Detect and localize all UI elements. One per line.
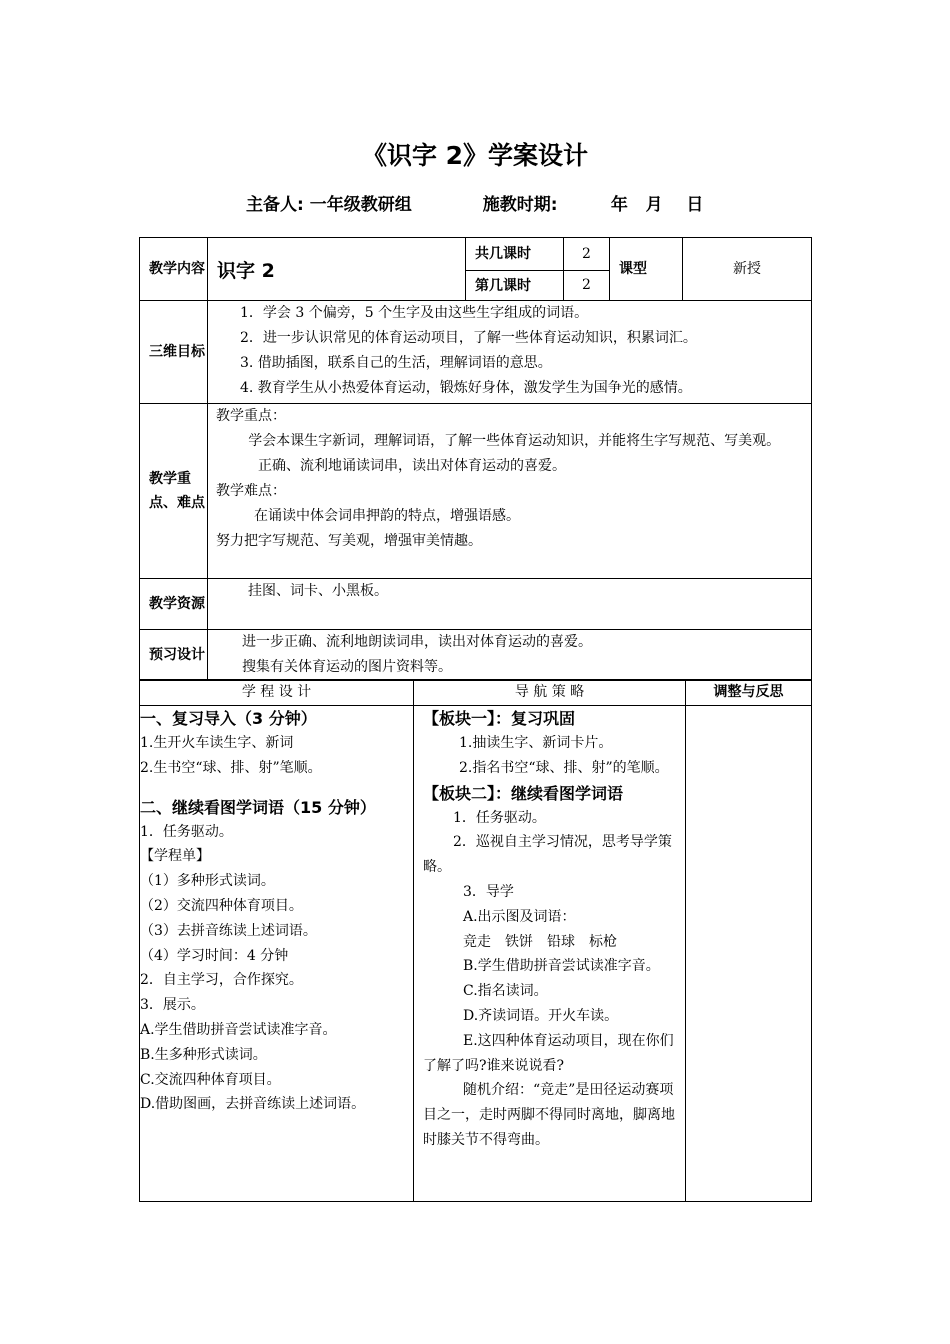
strategy-line: 2.指名书空“球、排、射”的笔顺。 bbox=[459, 759, 669, 776]
strategy-column bbox=[414, 706, 686, 1202]
lesson-plan-table bbox=[139, 237, 812, 681]
preparer-value: 一年级教研组 bbox=[309, 195, 412, 215]
focus-label: 教学重点、难点 bbox=[140, 404, 208, 579]
process-line: （3）去拼音练读上述词语。 bbox=[140, 922, 317, 939]
date-day: 日 bbox=[686, 195, 704, 215]
goal-item: 3. 借助插图，联系自己的生活，理解词语的意思。 bbox=[240, 355, 552, 371]
section-title: 一、复习导入（3 分钟） bbox=[140, 709, 317, 728]
column-header-reflection: 调整与反思 bbox=[686, 680, 812, 706]
strategy-line: C.指名读词。 bbox=[463, 983, 548, 1000]
column-header-process: 学 程 设 计 bbox=[140, 680, 414, 706]
type-label: 课型 bbox=[610, 238, 683, 301]
strategy-line: 3．导学 bbox=[463, 883, 514, 900]
process-line: （1）多种形式读词。 bbox=[140, 873, 275, 890]
key-point-text: 正确、流利地诵读词串，读出对体育运动的喜爱。 bbox=[258, 458, 566, 474]
process-line: C.交流四种体育项目。 bbox=[140, 1071, 281, 1088]
period-no-value: 2 bbox=[564, 271, 610, 301]
goal-item: 2．进一步认识常见的体育运动项目，了解一些体育运动知识，积累词汇。 bbox=[240, 330, 697, 346]
process-line: （2）交流四种体育项目。 bbox=[140, 897, 303, 914]
strategy-line: 2．巡视自主学习情况，思考导学策略。 bbox=[423, 834, 672, 876]
process-line: 【学程单】 bbox=[140, 848, 210, 865]
section-title: 二、继续看图学词语（15 分钟） bbox=[140, 797, 376, 817]
process-line: 2.生书空“球、排、射”笔顺。 bbox=[140, 759, 322, 776]
strategy-line: A.出示图及词语： bbox=[463, 908, 576, 925]
period-no-label: 第几课时 bbox=[466, 271, 564, 301]
difficult-point-text: 努力把字写规范、写美观，增强审美情趣。 bbox=[216, 533, 482, 549]
page-title: 《识字 2》学案设计 bbox=[361, 141, 589, 170]
strategy-line: 1.抽读生字、新词卡片。 bbox=[459, 735, 613, 751]
process-line: （4）学习时间：4 分钟 bbox=[140, 947, 289, 964]
key-points-title: 教学重点： bbox=[216, 408, 286, 424]
goal-item: 1．学会 3 个偏旁，5 个生字及由这些生字组成的词语。 bbox=[240, 305, 589, 321]
word-list: 竞走 铁饼 铅球 标枪 bbox=[463, 933, 617, 950]
process-column bbox=[140, 706, 414, 1202]
preview-line: 进一步正确、流利地朗读词串，读出对体育运动的喜爱。 bbox=[242, 634, 592, 650]
content-value: 识字 2 bbox=[208, 238, 466, 301]
process-line: B.生多种形式读词。 bbox=[140, 1046, 267, 1063]
strategy-line: 1．任务驱动。 bbox=[453, 809, 546, 826]
date-year: 年 bbox=[610, 195, 628, 215]
process-line: 2．自主学习，合作探究。 bbox=[140, 972, 303, 989]
preview-content bbox=[208, 630, 812, 681]
strategy-line: D.齐读词语。开火车读。 bbox=[463, 1007, 619, 1024]
process-line: A.学生借助拼音尝试读准字音。 bbox=[140, 1021, 337, 1038]
date-label: 施教时期: bbox=[482, 195, 558, 215]
goal-item: 4. 教育学生从小热爱体育运动，锻炼好身体，激发学生为国争光的感情。 bbox=[240, 380, 692, 396]
process-line: 3．展示。 bbox=[140, 997, 205, 1014]
preparer-label: 主备人: bbox=[246, 195, 304, 215]
goals-list bbox=[208, 301, 812, 404]
preview-label: 预习设计 bbox=[140, 630, 208, 681]
difficult-points-title: 教学难点： bbox=[216, 483, 286, 499]
type-value: 新授 bbox=[683, 238, 812, 301]
block-title: 【板块二】：继续看图学词语 bbox=[423, 783, 624, 803]
resources-label: 教学资源 bbox=[140, 579, 208, 630]
goals-label: 三维目标 bbox=[140, 301, 208, 404]
total-periods-label: 共几课时 bbox=[466, 238, 564, 271]
block-title: 【板块一】：复习巩固 bbox=[423, 709, 576, 728]
process-line: 1．任务驱动。 bbox=[140, 823, 233, 840]
content-label: 教学内容 bbox=[140, 238, 208, 301]
process-table bbox=[139, 679, 812, 1202]
difficult-point-text: 在诵读中体会词串押韵的特点，增强语感。 bbox=[254, 508, 520, 524]
process-line: D.借助图画，去拼音练读上述词语。 bbox=[140, 1096, 366, 1113]
total-periods-value: 2 bbox=[564, 238, 610, 271]
preview-line: 搜集有关体育运动的图片资料等。 bbox=[242, 659, 452, 675]
strategy-line: 随机介绍：“竞走”是田径运动赛项目之一，走时两脚不得同时离地，脚离地时膝关节不得弯曲。 bbox=[423, 1082, 675, 1148]
key-point-text: 学会本课生字新词，理解词语，了解一些体育运动知识，并能将生字写规范、写美观。 bbox=[248, 433, 781, 449]
reflection-column bbox=[686, 706, 812, 1202]
strategy-line: B.学生借助拼音尝试读准字音。 bbox=[463, 958, 660, 975]
focus-content bbox=[208, 404, 812, 579]
process-line: 1.生开火车读生字、新词 bbox=[140, 735, 294, 751]
resources-value: 挂图、词卡、小黑板。 bbox=[208, 579, 812, 630]
strategy-line: E.这四种体育运动项目，现在你们了解了吗?谁来说说看? bbox=[423, 1032, 674, 1074]
column-header-strategy: 导 航 策 略 bbox=[414, 680, 686, 706]
date-month: 月 bbox=[645, 195, 663, 215]
header-line bbox=[246, 190, 703, 215]
